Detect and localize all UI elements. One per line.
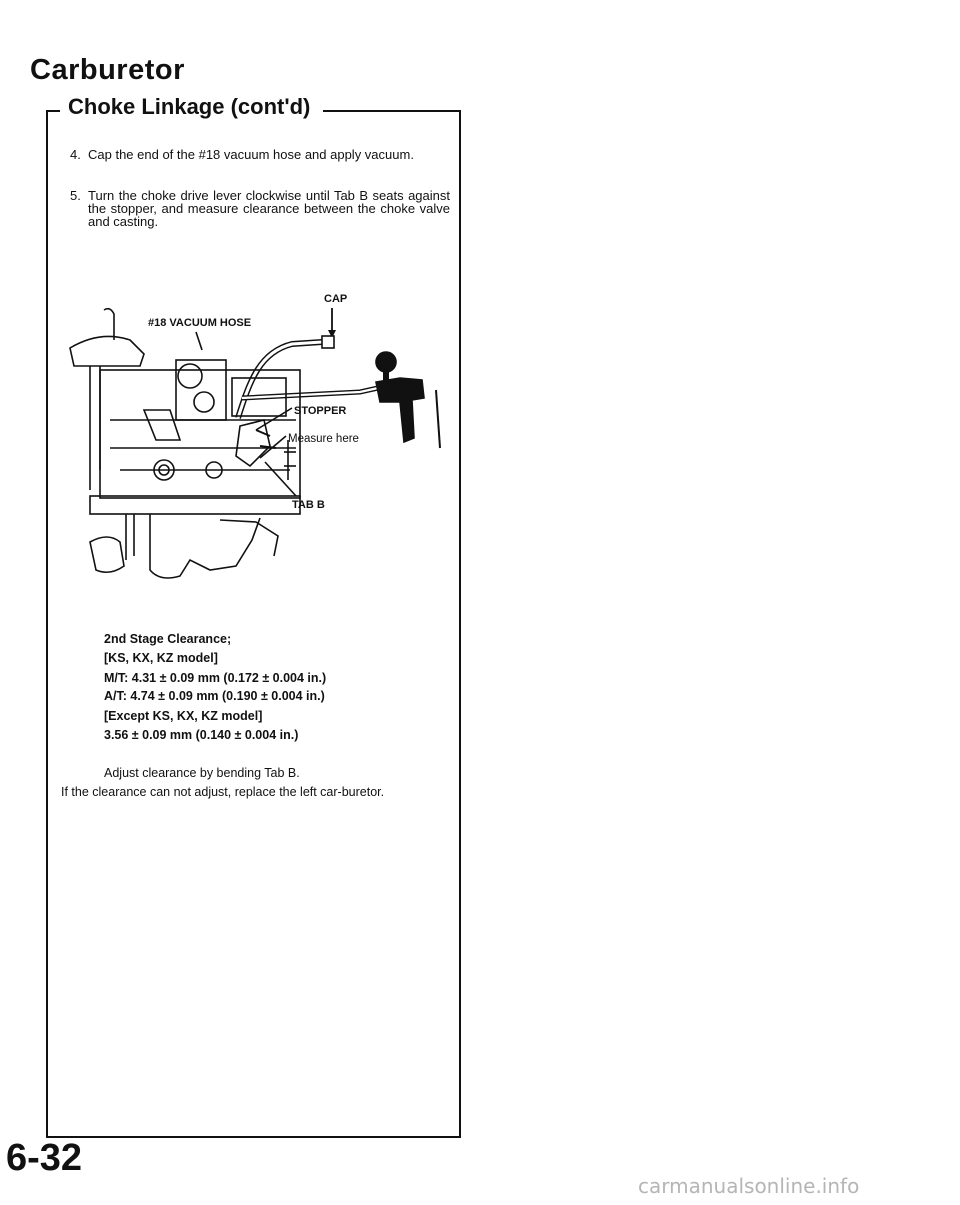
- frame-top-left-rule: [46, 110, 60, 112]
- measure-label: Measure here: [288, 433, 359, 445]
- spec-model-group-2: [Except KS, KX, KZ model]: [104, 709, 263, 723]
- section-heading: Choke Linkage (cont'd): [64, 94, 316, 120]
- step-number: 4.: [70, 147, 81, 162]
- page-number: 6-32: [6, 1137, 83, 1179]
- spec-model-group-1: [KS, KX, KZ model]: [104, 651, 218, 665]
- page-title: Carburetor: [30, 54, 185, 86]
- stopper-label: STOPPER: [294, 405, 347, 417]
- step-text: Cap the end of the #18 vacuum hose and apply vacuum.: [88, 147, 414, 162]
- watermark: carmanualsonline.info: [638, 1174, 860, 1198]
- adjust-note: Adjust clearance by bending Tab B.: [104, 766, 300, 780]
- carburetor-diagram: [60, 270, 460, 610]
- step-4: [70, 148, 450, 161]
- step-5: [70, 189, 450, 228]
- cap-label: CAP: [324, 293, 348, 305]
- hose-cap: [322, 336, 334, 348]
- content-frame: [46, 110, 461, 1138]
- vacuum-pump: [376, 378, 424, 442]
- tab-b-label: TAB B: [292, 499, 325, 511]
- spec-other: 3.56 ± 0.09 mm (0.140 ± 0.004 in.): [104, 728, 299, 742]
- closing-paragraph: If the clearance can not adjust, replace the left car-buretor.: [61, 785, 385, 799]
- step-number: 5.: [70, 188, 81, 203]
- carburetor-body: [100, 370, 300, 498]
- vacuum-hose-label: #18 VACUUM HOSE: [148, 317, 252, 329]
- frame-top-right-rule: [323, 110, 459, 112]
- spec-heading: 2nd Stage Clearance;: [104, 632, 232, 646]
- spec-mt: M/T: 4.31 ± 0.09 mm (0.172 ± 0.004 in.): [104, 671, 327, 685]
- hose-leader: [196, 332, 202, 350]
- step-text: Turn the choke drive lever clockwise until Tab B seats against the stopper, and measure clearance between the choke valve and casting.: [88, 188, 450, 229]
- spec-at: A/T: 4.74 ± 0.09 mm (0.190 ± 0.004 in.): [104, 689, 325, 703]
- tab-b-leader: [265, 462, 296, 496]
- vacuum-gauge: [376, 352, 396, 372]
- choke-diaphragm: [70, 336, 144, 366]
